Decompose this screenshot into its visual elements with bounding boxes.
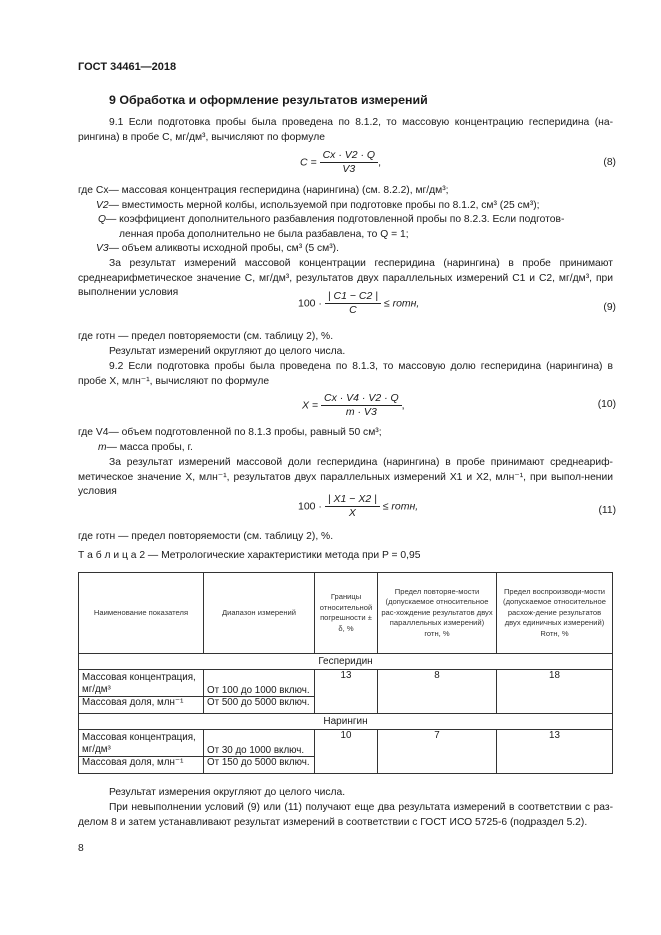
definition-symbol: где V4 <box>78 427 109 438</box>
formula-9 <box>298 290 419 317</box>
table-caption: Т а б л и ц а 2 — Метрологические характеристики метода при P = 0,95 <box>78 550 421 561</box>
cell-indicator: Массовая доля, млн⁻¹ <box>79 757 204 774</box>
paragraph-9-2: 9.2 Если подготовка пробы была проведена по 8.1.3, то массовую долю гесперидина (нарингина) в пробе X, млн⁻¹, вычисляют по формуле <box>78 361 613 387</box>
formula-9-tail: ≤ rотн, <box>383 297 420 310</box>
formula-11-lead: 100 · <box>298 500 322 513</box>
definition-text: — коэффициент дополнительного разбавления подготовленной пробы по 8.2.3. Если подготов- <box>106 214 565 226</box>
formula-8 <box>300 149 381 176</box>
definition-text: — масса пробы, г. <box>106 441 193 453</box>
formula-11-numerator: | X1 − X2 | <box>325 493 380 507</box>
formula-10-denominator: m · V3 <box>345 406 377 418</box>
definition-symbol: m <box>98 441 107 453</box>
definition-row <box>78 184 618 199</box>
definition-row <box>78 199 618 214</box>
cell-range: От 500 до 5000 включ. <box>204 697 315 714</box>
formula-8-numerator: Cx · V2 · Q <box>320 149 379 163</box>
definition-text: — вместимость мерной колбы, используемой при подготовке пробы по 8.1.2, см³ (25 см³); <box>108 199 540 211</box>
section-title: 9 Обработка и оформление результатов измерений <box>109 93 428 107</box>
equation-number-10: (10) <box>597 399 616 410</box>
cell-range: От 100 до 1000 включ. <box>204 670 315 697</box>
definition-text: — объем аликвоты исходной пробы, см³ (5 см³). <box>108 243 339 255</box>
formula-10-numerator: Cx · V4 · V2 · Q <box>321 392 402 406</box>
rounding-note-2: Результат измерения округляют до целого числа. <box>109 787 346 798</box>
cell-r: 7 <box>378 730 497 774</box>
definition-row <box>78 213 618 228</box>
cell-R: 18 <box>497 670 613 714</box>
header-repeatability: Предел повторяе-мости (допускаемое относительное рас-хождение результатов двух параллельных измерений) rотн, % <box>378 573 497 654</box>
definition-text: — объем подготовленной по 8.1.3 пробы, равный 50 см³; <box>108 427 382 438</box>
formula-10-lhs: X = <box>302 399 319 412</box>
cell-delta: 10 <box>315 730 378 774</box>
table-row <box>79 670 613 697</box>
formula-8-lhs: C = <box>300 156 317 169</box>
definition-9: где rотн — предел повторяемости (см. таблицу 2), %. <box>78 331 334 342</box>
definition-symbol: V3 <box>96 243 109 255</box>
standard-header: ГОСТ 34461—2018 <box>78 61 177 73</box>
definition-11: где rотн — предел повторяемости (см. таблицу 2), %. <box>78 531 334 542</box>
formula-9-denominator: C <box>349 304 357 316</box>
page-number: 8 <box>78 843 84 854</box>
section-hesperidin: Гесперидин <box>79 654 613 670</box>
formula-8-tail: , <box>378 156 381 169</box>
formula-10 <box>302 392 405 419</box>
definition-row <box>78 426 618 441</box>
metrology-table <box>78 572 613 774</box>
header-reproducibility: Предел воспроизводи-мости (допускаемое относительное расхож-дение результатов двух единичных измерений) Rотн, % <box>497 573 613 654</box>
equation-number-9: (9) <box>603 302 616 313</box>
paragraph-9-1: 9.1 Если подготовка пробы была проведена по 8.1.2, то массовую концентрацию гесперидина (на-рингина) в пробе С, мг/дм³, вычисляют по формуле <box>78 117 613 143</box>
header-error: Границы относительной погрешности ± δ, % <box>315 573 378 654</box>
definition-symbol: Q <box>98 214 107 226</box>
definition-row <box>78 242 618 257</box>
definition-text: ленная проба дополнительно не была разбавлена, то Q = 1; <box>119 228 409 240</box>
formula-9-lead: 100 · <box>298 297 322 310</box>
table-section-row <box>79 654 613 670</box>
cell-indicator: Массовая концентрация, мг/дм³ <box>79 730 204 757</box>
header-range: Диапазон измерений <box>204 573 315 654</box>
formula-11 <box>298 493 418 520</box>
rounding-note-1: Результат измерений округляют до целого числа. <box>109 346 346 357</box>
cell-delta: 13 <box>315 670 378 714</box>
cell-R: 13 <box>497 730 613 774</box>
cell-indicator: Массовая концентрация, мг/дм³ <box>79 670 204 697</box>
formula-11-tail: ≤ rотн, <box>382 500 419 513</box>
cell-r: 8 <box>378 670 497 714</box>
paragraph-concentration-result: За результат измерений массовой концентрации гесперидина (нарингина) в пробе принимают среднеарифметическое значение C, мг/дм³, результатов двух параллельных измерений C1 и C2, мг/дм³, при выполнении условия <box>78 258 613 299</box>
paragraph-final: При невыполнении условий (9) или (11) получают еще два результата измерений в соответствии с раз-делом 8 и затем устанавливают результат измерений в соответствии с ГОСТ ИСО 5725-6 (подраздел 5.2). <box>78 802 613 828</box>
formula-10-tail: , <box>401 399 405 412</box>
header-indicator: Наименование показателя <box>79 573 204 654</box>
table-row <box>79 730 613 757</box>
formula-9-numerator: | C1 − C2 | <box>325 290 381 304</box>
formula-11-denominator: X <box>348 507 356 519</box>
cell-indicator: Массовая доля, млн⁻¹ <box>79 697 204 714</box>
definitions-8 <box>78 184 618 257</box>
definition-row <box>78 228 618 243</box>
cell-range: От 30 до 1000 включ. <box>204 730 315 757</box>
section-naringin: Нарингин <box>79 714 613 730</box>
equation-number-8: (8) <box>603 157 616 168</box>
definition-symbol: где Cx <box>78 185 109 196</box>
definition-text: — массовая концентрация гесперидина (нарингина) (см. 8.2.2), мг/дм³; <box>108 185 449 196</box>
formula-8-denominator: V3 <box>342 163 356 175</box>
definitions-10 <box>78 426 618 455</box>
table-header-row <box>79 573 613 654</box>
paragraph-mass-fraction-result: За результат измерений массовой доли гесперидина (нарингина) в пробе принимают среднеариф-метическое значение X, млн⁻¹, результатов двух параллельных измерений X1 и X2, млн⁻¹, при выпол-нении условия <box>78 457 613 498</box>
cell-range: От 150 до 5000 включ. <box>204 757 315 774</box>
table-section-row <box>79 714 613 730</box>
definition-symbol: V2 <box>96 199 109 211</box>
equation-number-11: (11) <box>598 505 616 516</box>
definition-row <box>78 441 618 456</box>
